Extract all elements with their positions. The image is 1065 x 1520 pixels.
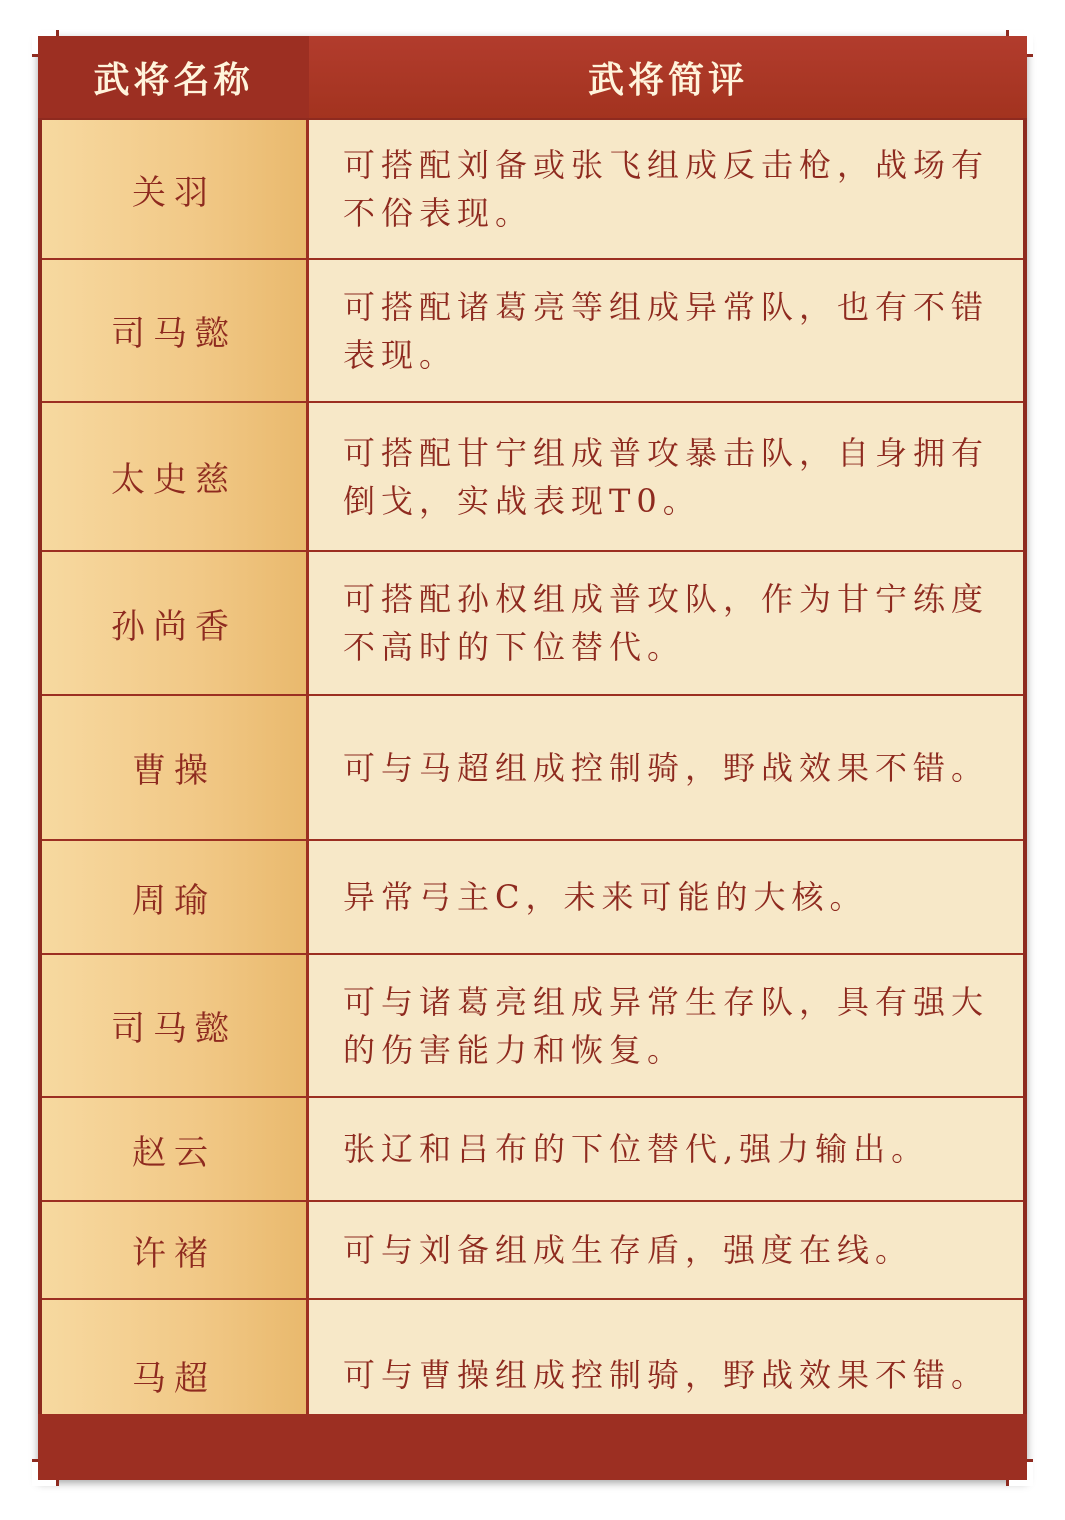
column-header-review: 武将简评 xyxy=(309,36,1027,118)
general-review xyxy=(309,260,1023,401)
general-name: 孙尚香 xyxy=(42,552,309,694)
general-name: 司马懿 xyxy=(42,260,309,401)
general-name: 关羽 xyxy=(42,120,309,258)
review-text: 可搭配刘备或张飞组成反击枪，战场有不俗表现。 xyxy=(343,146,990,232)
table-row xyxy=(42,403,1023,552)
general-review xyxy=(309,696,1023,839)
general-review xyxy=(309,1202,1023,1298)
table-row xyxy=(42,1098,1023,1202)
review-text: 可与曹操组成控制骑，野战效果不错。 xyxy=(343,1356,990,1394)
general-review xyxy=(309,955,1023,1096)
table-row xyxy=(42,260,1023,403)
review-text: 可与刘备组成生存盾，强度在线。 xyxy=(343,1231,914,1269)
review-text: 张辽和吕布的下位替代,强力输出。 xyxy=(343,1130,930,1168)
review-text: 异常弓主C，未来可能的大核。 xyxy=(343,878,868,916)
table-frame xyxy=(38,36,1027,1480)
table-header xyxy=(38,36,1027,118)
general-review xyxy=(309,403,1023,550)
table-footer xyxy=(38,1414,1027,1480)
general-review xyxy=(309,1098,1023,1200)
general-review xyxy=(309,120,1023,258)
table-row xyxy=(42,841,1023,955)
review-text: 可搭配孙权组成普攻队，作为甘宁练度不高时的下位替代。 xyxy=(343,580,990,666)
review-text: 可搭配诸葛亮等组成异常队，也有不错表现。 xyxy=(343,287,990,374)
table-row xyxy=(42,1202,1023,1300)
table-row xyxy=(42,696,1023,841)
general-table xyxy=(42,120,1023,1450)
table-row xyxy=(42,552,1023,696)
table-row xyxy=(42,120,1023,260)
table-row xyxy=(42,955,1023,1098)
general-name: 周瑜 xyxy=(42,841,309,953)
review-text: 可与诸葛亮组成异常生存队，具有强大的伤害能力和恢复。 xyxy=(343,982,990,1069)
general-name: 曹操 xyxy=(42,696,309,839)
general-name: 太史慈 xyxy=(42,403,309,550)
general-review xyxy=(309,841,1023,953)
review-text: 可与马超组成控制骑，野战效果不错。 xyxy=(343,748,990,787)
general-name: 赵云 xyxy=(42,1098,309,1200)
general-name: 许褚 xyxy=(42,1202,309,1298)
general-name: 马超 xyxy=(42,1300,309,1450)
column-header-name: 武将名称 xyxy=(38,36,309,118)
general-name: 司马懿 xyxy=(42,955,309,1096)
general-review xyxy=(309,552,1023,694)
review-text: 可搭配甘宁组成普攻暴击队，自身拥有倒戈，实战表现T0。 xyxy=(343,433,990,520)
